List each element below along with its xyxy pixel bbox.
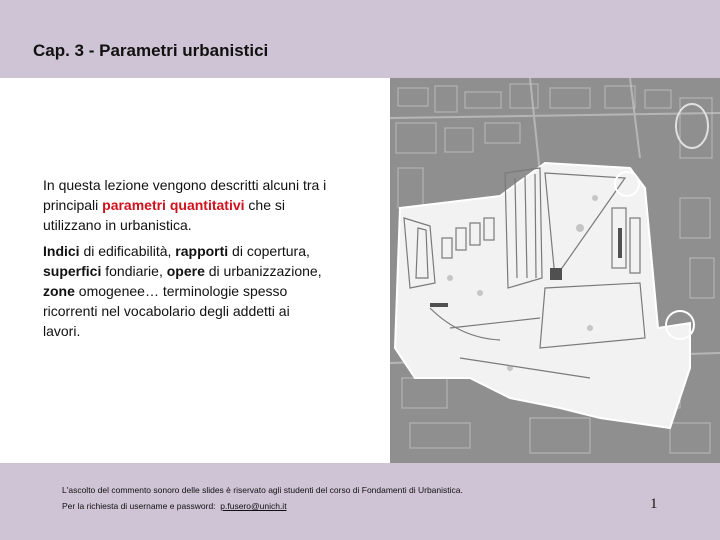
term-superfici: superfici [43, 263, 102, 279]
header-band [0, 0, 720, 78]
intro-text-end: che si utilizzano in urbanistica. [43, 197, 285, 233]
urban-plan-map-image [390, 78, 720, 463]
text-fragment: omogenee… terminologie spesso ricorrenti nel vocabolario degli addetti ai lavori. [43, 283, 290, 339]
audio-notice [62, 484, 463, 516]
text-fragment: di edificabilità, [79, 243, 176, 259]
slide-title: Cap. 3 - Parametri urbanistici [33, 41, 269, 60]
term-indici: Indici [43, 243, 80, 259]
term-zone: zone [43, 283, 75, 299]
intro-text: In questa lezione vengono descritti alcuni tra i principali [43, 177, 327, 213]
text-fragment: di copertura, [228, 243, 310, 259]
highlight-term: parametri quantitativi [102, 197, 245, 213]
urban-plan-map-drawing [390, 78, 720, 463]
term-opere: opere [166, 263, 205, 279]
notice-line-2 [62, 500, 463, 512]
notice-line-1: L'ascolto del commento sonoro delle slides è riservato agli studenti del corso di Fondamenti di Urbanistica. [62, 485, 463, 495]
paragraph-intro [43, 175, 328, 235]
paragraph-terms [43, 241, 328, 341]
email-link[interactable]: p.fusero@unich.it [220, 501, 287, 511]
text-fragment: fondiarie, [101, 263, 167, 279]
text-fragment: di urbanizzazione, [204, 263, 322, 279]
slide-number: 1 [650, 496, 658, 512]
body-text [43, 175, 328, 347]
term-rapporti: rapporti [175, 243, 229, 259]
credentials-label: Per la richiesta di username e password: [62, 501, 216, 511]
